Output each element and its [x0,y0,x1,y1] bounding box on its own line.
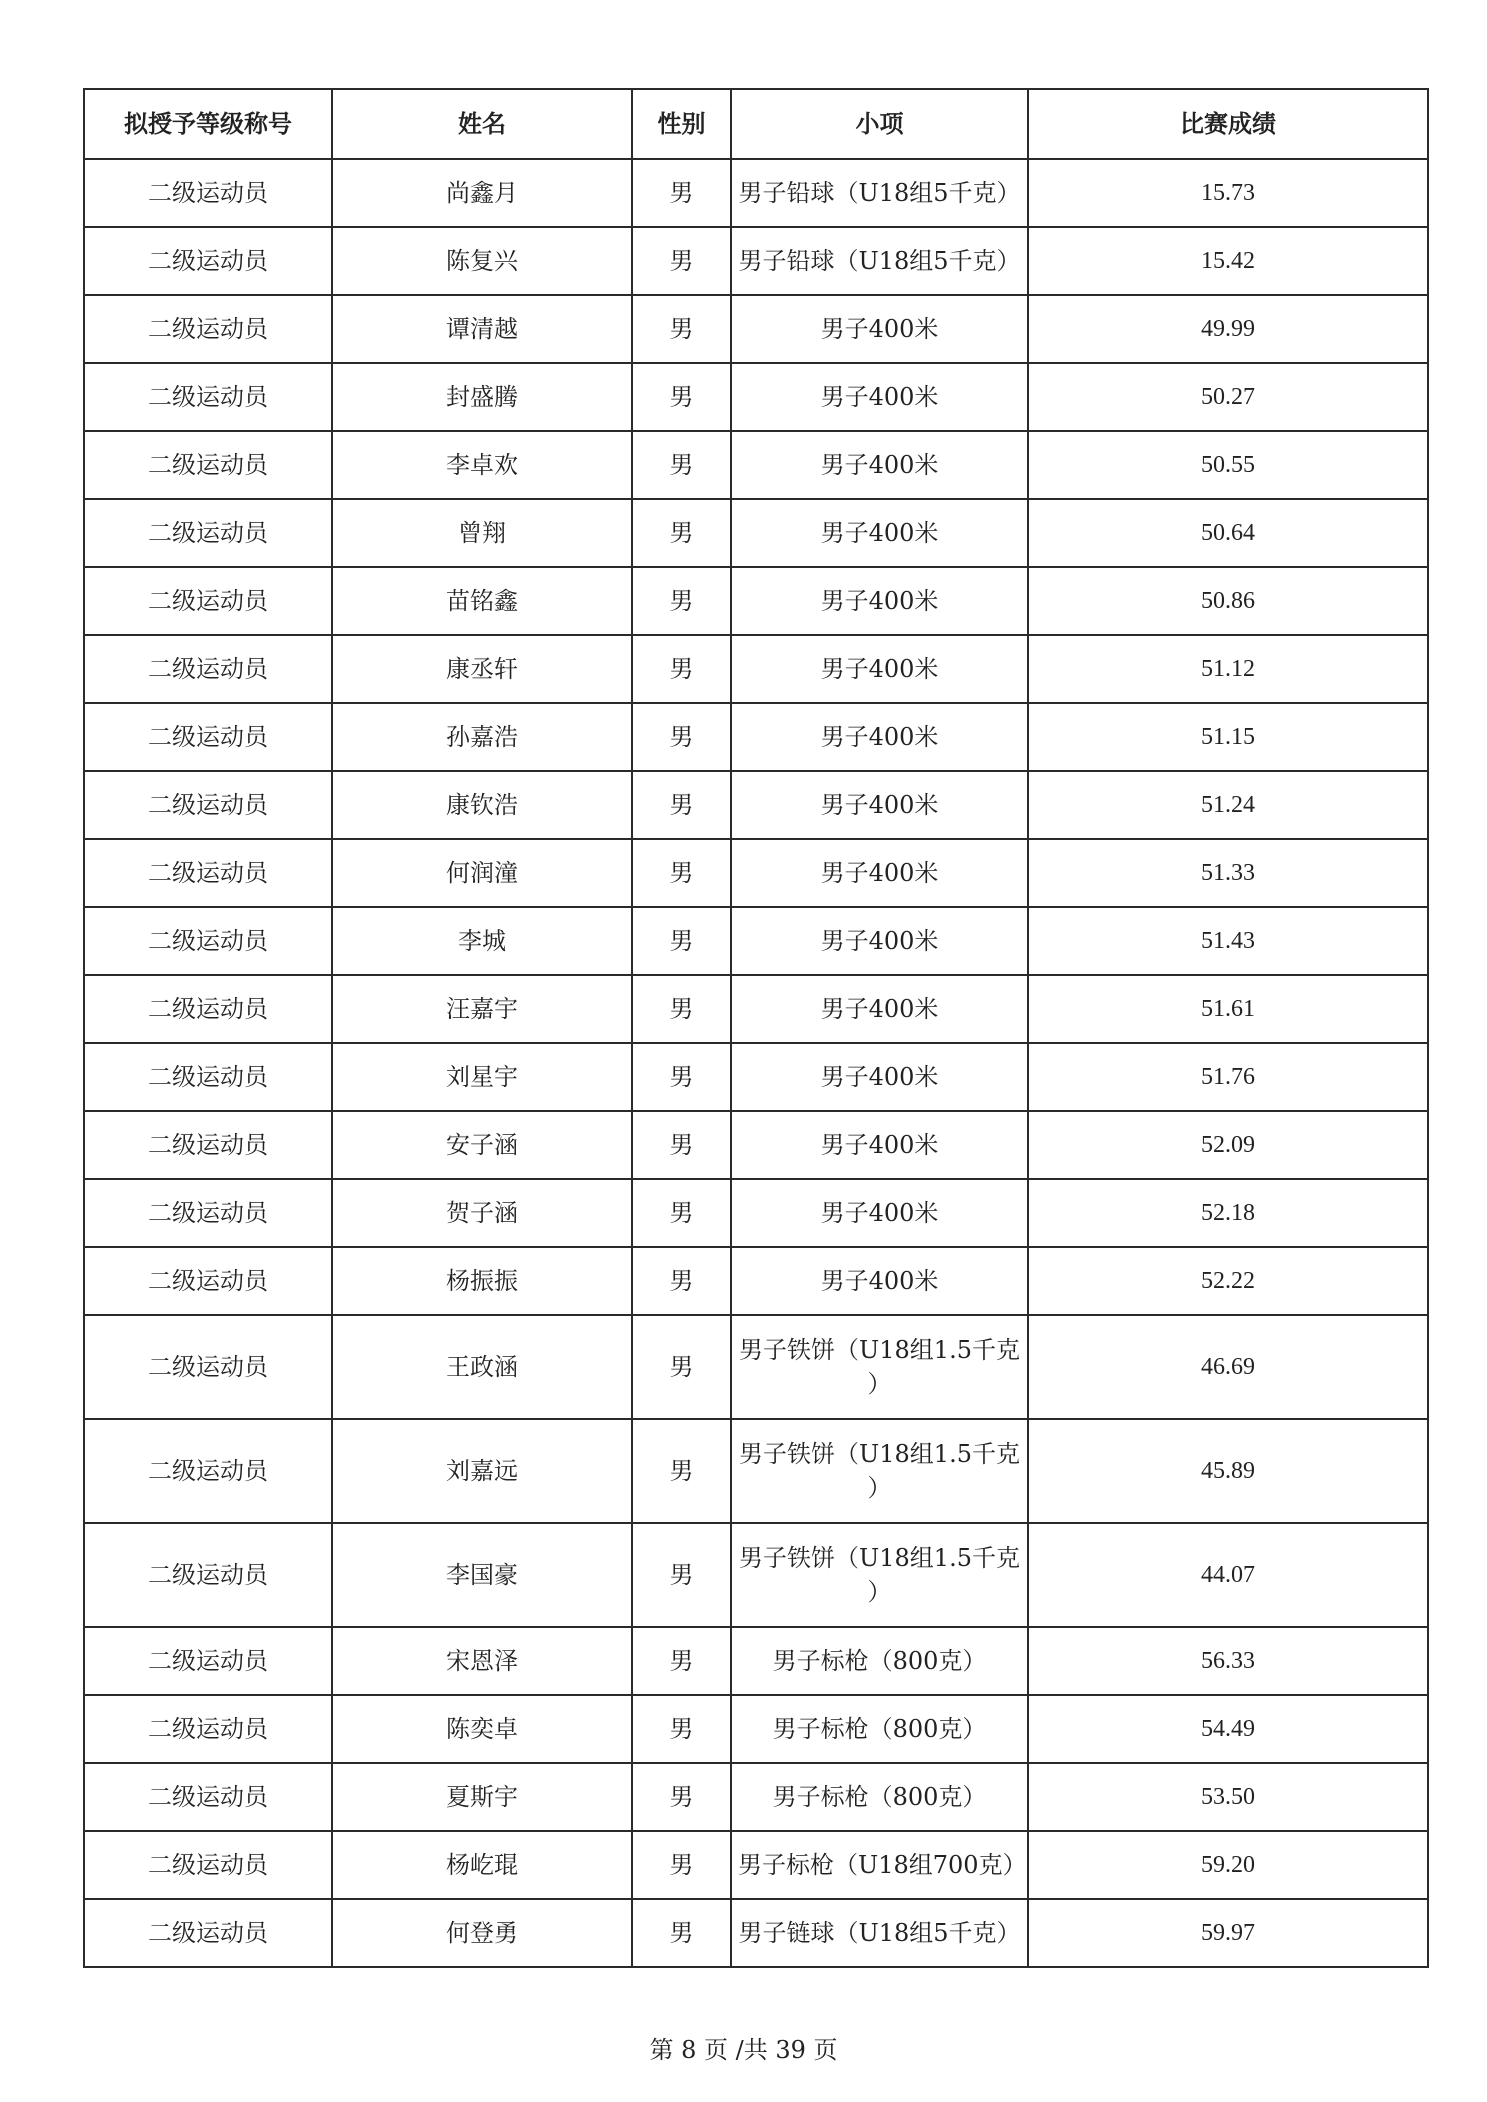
header-event: 小项 [731,89,1028,159]
cell-score: 51.76 [1028,1043,1428,1111]
header-name: 姓名 [332,89,632,159]
cell-title: 二级运动员 [84,1111,332,1179]
cell-name: 何润潼 [332,839,632,907]
cell-event: 男子400米 [731,499,1028,567]
table-row [84,1315,1428,1419]
cell-sex: 男 [632,227,731,295]
cell-score: 56.33 [1028,1627,1428,1695]
cell-sex: 男 [632,499,731,567]
athlete-results-table [83,88,1429,1968]
table-row [84,975,1428,1043]
cell-name: 宋恩泽 [332,1627,632,1695]
cell-title: 二级运动员 [84,1315,332,1419]
table-row [84,295,1428,363]
cell-name: 谭清越 [332,295,632,363]
cell-title: 二级运动员 [84,1899,332,1967]
cell-sex: 男 [632,1627,731,1695]
cell-sex: 男 [632,295,731,363]
cell-score: 54.49 [1028,1695,1428,1763]
cell-name: 陈复兴 [332,227,632,295]
cell-event: 男子铅球（U18组5千克） [731,159,1028,227]
cell-event: 男子铁饼（U18组1.5千克 ） [731,1315,1028,1419]
table-row [84,1523,1428,1627]
cell-event: 男子400米 [731,1111,1028,1179]
cell-score: 50.55 [1028,431,1428,499]
table-row [84,1111,1428,1179]
cell-sex: 男 [632,635,731,703]
cell-title: 二级运动员 [84,567,332,635]
cell-sex: 男 [632,1111,731,1179]
page-number: 第 8 页 /共 39 页 [649,2036,838,2064]
cell-event: 男子400米 [731,1179,1028,1247]
cell-name: 刘星宇 [332,1043,632,1111]
cell-name: 杨振振 [332,1247,632,1315]
cell-score: 46.69 [1028,1315,1428,1419]
cell-title: 二级运动员 [84,1179,332,1247]
cell-name: 康丞轩 [332,635,632,703]
cell-score: 52.09 [1028,1111,1428,1179]
cell-title: 二级运动员 [84,431,332,499]
table-row [84,567,1428,635]
cell-event: 男子链球（U18组5千克） [731,1899,1028,1967]
cell-title: 二级运动员 [84,1419,332,1523]
cell-event: 男子标枪（800克） [731,1695,1028,1763]
cell-sex: 男 [632,1419,731,1523]
cell-event: 男子铅球（U18组5千克） [731,227,1028,295]
cell-sex: 男 [632,907,731,975]
cell-event: 男子标枪（800克） [731,1627,1028,1695]
cell-sex: 男 [632,1695,731,1763]
table-row [84,363,1428,431]
table-row [84,907,1428,975]
cell-event: 男子400米 [731,635,1028,703]
cell-event: 男子铁饼（U18组1.5千克 ） [731,1523,1028,1627]
cell-score: 52.22 [1028,1247,1428,1315]
cell-title: 二级运动员 [84,159,332,227]
cell-sex: 男 [632,1247,731,1315]
cell-score: 51.24 [1028,771,1428,839]
cell-title: 二级运动员 [84,363,332,431]
cell-name: 王政涵 [332,1315,632,1419]
cell-title: 二级运动员 [84,499,332,567]
cell-sex: 男 [632,431,731,499]
table-row [84,1627,1428,1695]
cell-event: 男子400米 [731,363,1028,431]
cell-sex: 男 [632,1315,731,1419]
cell-sex: 男 [632,363,731,431]
cell-event: 男子400米 [731,839,1028,907]
cell-title: 二级运动员 [84,1523,332,1627]
cell-sex: 男 [632,703,731,771]
cell-name: 康钦浩 [332,771,632,839]
cell-event: 男子400米 [731,1247,1028,1315]
cell-name: 刘嘉远 [332,1419,632,1523]
cell-name: 李国豪 [332,1523,632,1627]
table-row [84,1695,1428,1763]
cell-event: 男子400米 [731,1043,1028,1111]
cell-event: 男子400米 [731,431,1028,499]
cell-score: 15.42 [1028,227,1428,295]
cell-sex: 男 [632,1043,731,1111]
cell-name: 贺子涵 [332,1179,632,1247]
cell-score: 51.15 [1028,703,1428,771]
cell-score: 51.33 [1028,839,1428,907]
cell-name: 杨屹琨 [332,1831,632,1899]
cell-sex: 男 [632,567,731,635]
header-sex: 性别 [632,89,731,159]
cell-title: 二级运动员 [84,1043,332,1111]
cell-sex: 男 [632,1523,731,1627]
results-sheet [83,88,1427,1968]
cell-event: 男子标枪（U18组700克） [731,1831,1028,1899]
header-title: 拟授予等级称号 [84,89,332,159]
cell-title: 二级运动员 [84,907,332,975]
cell-name: 汪嘉宇 [332,975,632,1043]
table-body [84,159,1428,1967]
cell-name: 曾翔 [332,499,632,567]
cell-score: 50.64 [1028,499,1428,567]
cell-score: 59.20 [1028,1831,1428,1899]
table-row [84,635,1428,703]
cell-name: 何登勇 [332,1899,632,1967]
cell-title: 二级运动员 [84,839,332,907]
table-row [84,1247,1428,1315]
cell-score: 52.18 [1028,1179,1428,1247]
cell-score: 51.43 [1028,907,1428,975]
cell-title: 二级运动员 [84,1247,332,1315]
cell-sex: 男 [632,1899,731,1967]
cell-title: 二级运动员 [84,1695,332,1763]
table-row [84,1043,1428,1111]
cell-event: 男子标枪（800克） [731,1763,1028,1831]
table-row [84,1899,1428,1967]
table-row [84,771,1428,839]
cell-event: 男子400米 [731,295,1028,363]
cell-score: 50.86 [1028,567,1428,635]
cell-name: 安子涵 [332,1111,632,1179]
cell-score: 51.61 [1028,975,1428,1043]
table-row [84,159,1428,227]
cell-event: 男子400米 [731,771,1028,839]
cell-name: 夏斯宇 [332,1763,632,1831]
cell-title: 二级运动员 [84,703,332,771]
table-row [84,1763,1428,1831]
table-row [84,1831,1428,1899]
cell-name: 封盛腾 [332,363,632,431]
cell-name: 李城 [332,907,632,975]
table-row [84,839,1428,907]
table-row [84,1419,1428,1523]
cell-score: 50.27 [1028,363,1428,431]
cell-sex: 男 [632,839,731,907]
cell-event: 男子400米 [731,703,1028,771]
table-row [84,1179,1428,1247]
table-row [84,703,1428,771]
cell-score: 59.97 [1028,1899,1428,1967]
cell-name: 陈奕卓 [332,1695,632,1763]
cell-event: 男子400米 [731,907,1028,975]
cell-score: 51.12 [1028,635,1428,703]
cell-name: 孙嘉浩 [332,703,632,771]
cell-sex: 男 [632,771,731,839]
cell-sex: 男 [632,1179,731,1247]
cell-title: 二级运动员 [84,635,332,703]
table-header-row [84,89,1428,159]
cell-score: 44.07 [1028,1523,1428,1627]
cell-score: 45.89 [1028,1419,1428,1523]
cell-title: 二级运动员 [84,295,332,363]
cell-name: 苗铭鑫 [332,567,632,635]
cell-title: 二级运动员 [84,1763,332,1831]
cell-title: 二级运动员 [84,771,332,839]
cell-score: 49.99 [1028,295,1428,363]
cell-title: 二级运动员 [84,1627,332,1695]
cell-score: 53.50 [1028,1763,1428,1831]
cell-event: 男子400米 [731,975,1028,1043]
cell-title: 二级运动员 [84,975,332,1043]
cell-name: 李卓欢 [332,431,632,499]
cell-sex: 男 [632,975,731,1043]
cell-event: 男子400米 [731,567,1028,635]
cell-sex: 男 [632,1763,731,1831]
cell-title: 二级运动员 [84,227,332,295]
cell-name: 尚鑫月 [332,159,632,227]
cell-sex: 男 [632,159,731,227]
cell-sex: 男 [632,1831,731,1899]
cell-event: 男子铁饼（U18组1.5千克 ） [731,1419,1028,1523]
header-score: 比赛成绩 [1028,89,1428,159]
table-row [84,227,1428,295]
table-row [84,499,1428,567]
cell-score: 15.73 [1028,159,1428,227]
table-row [84,431,1428,499]
cell-title: 二级运动员 [84,1831,332,1899]
